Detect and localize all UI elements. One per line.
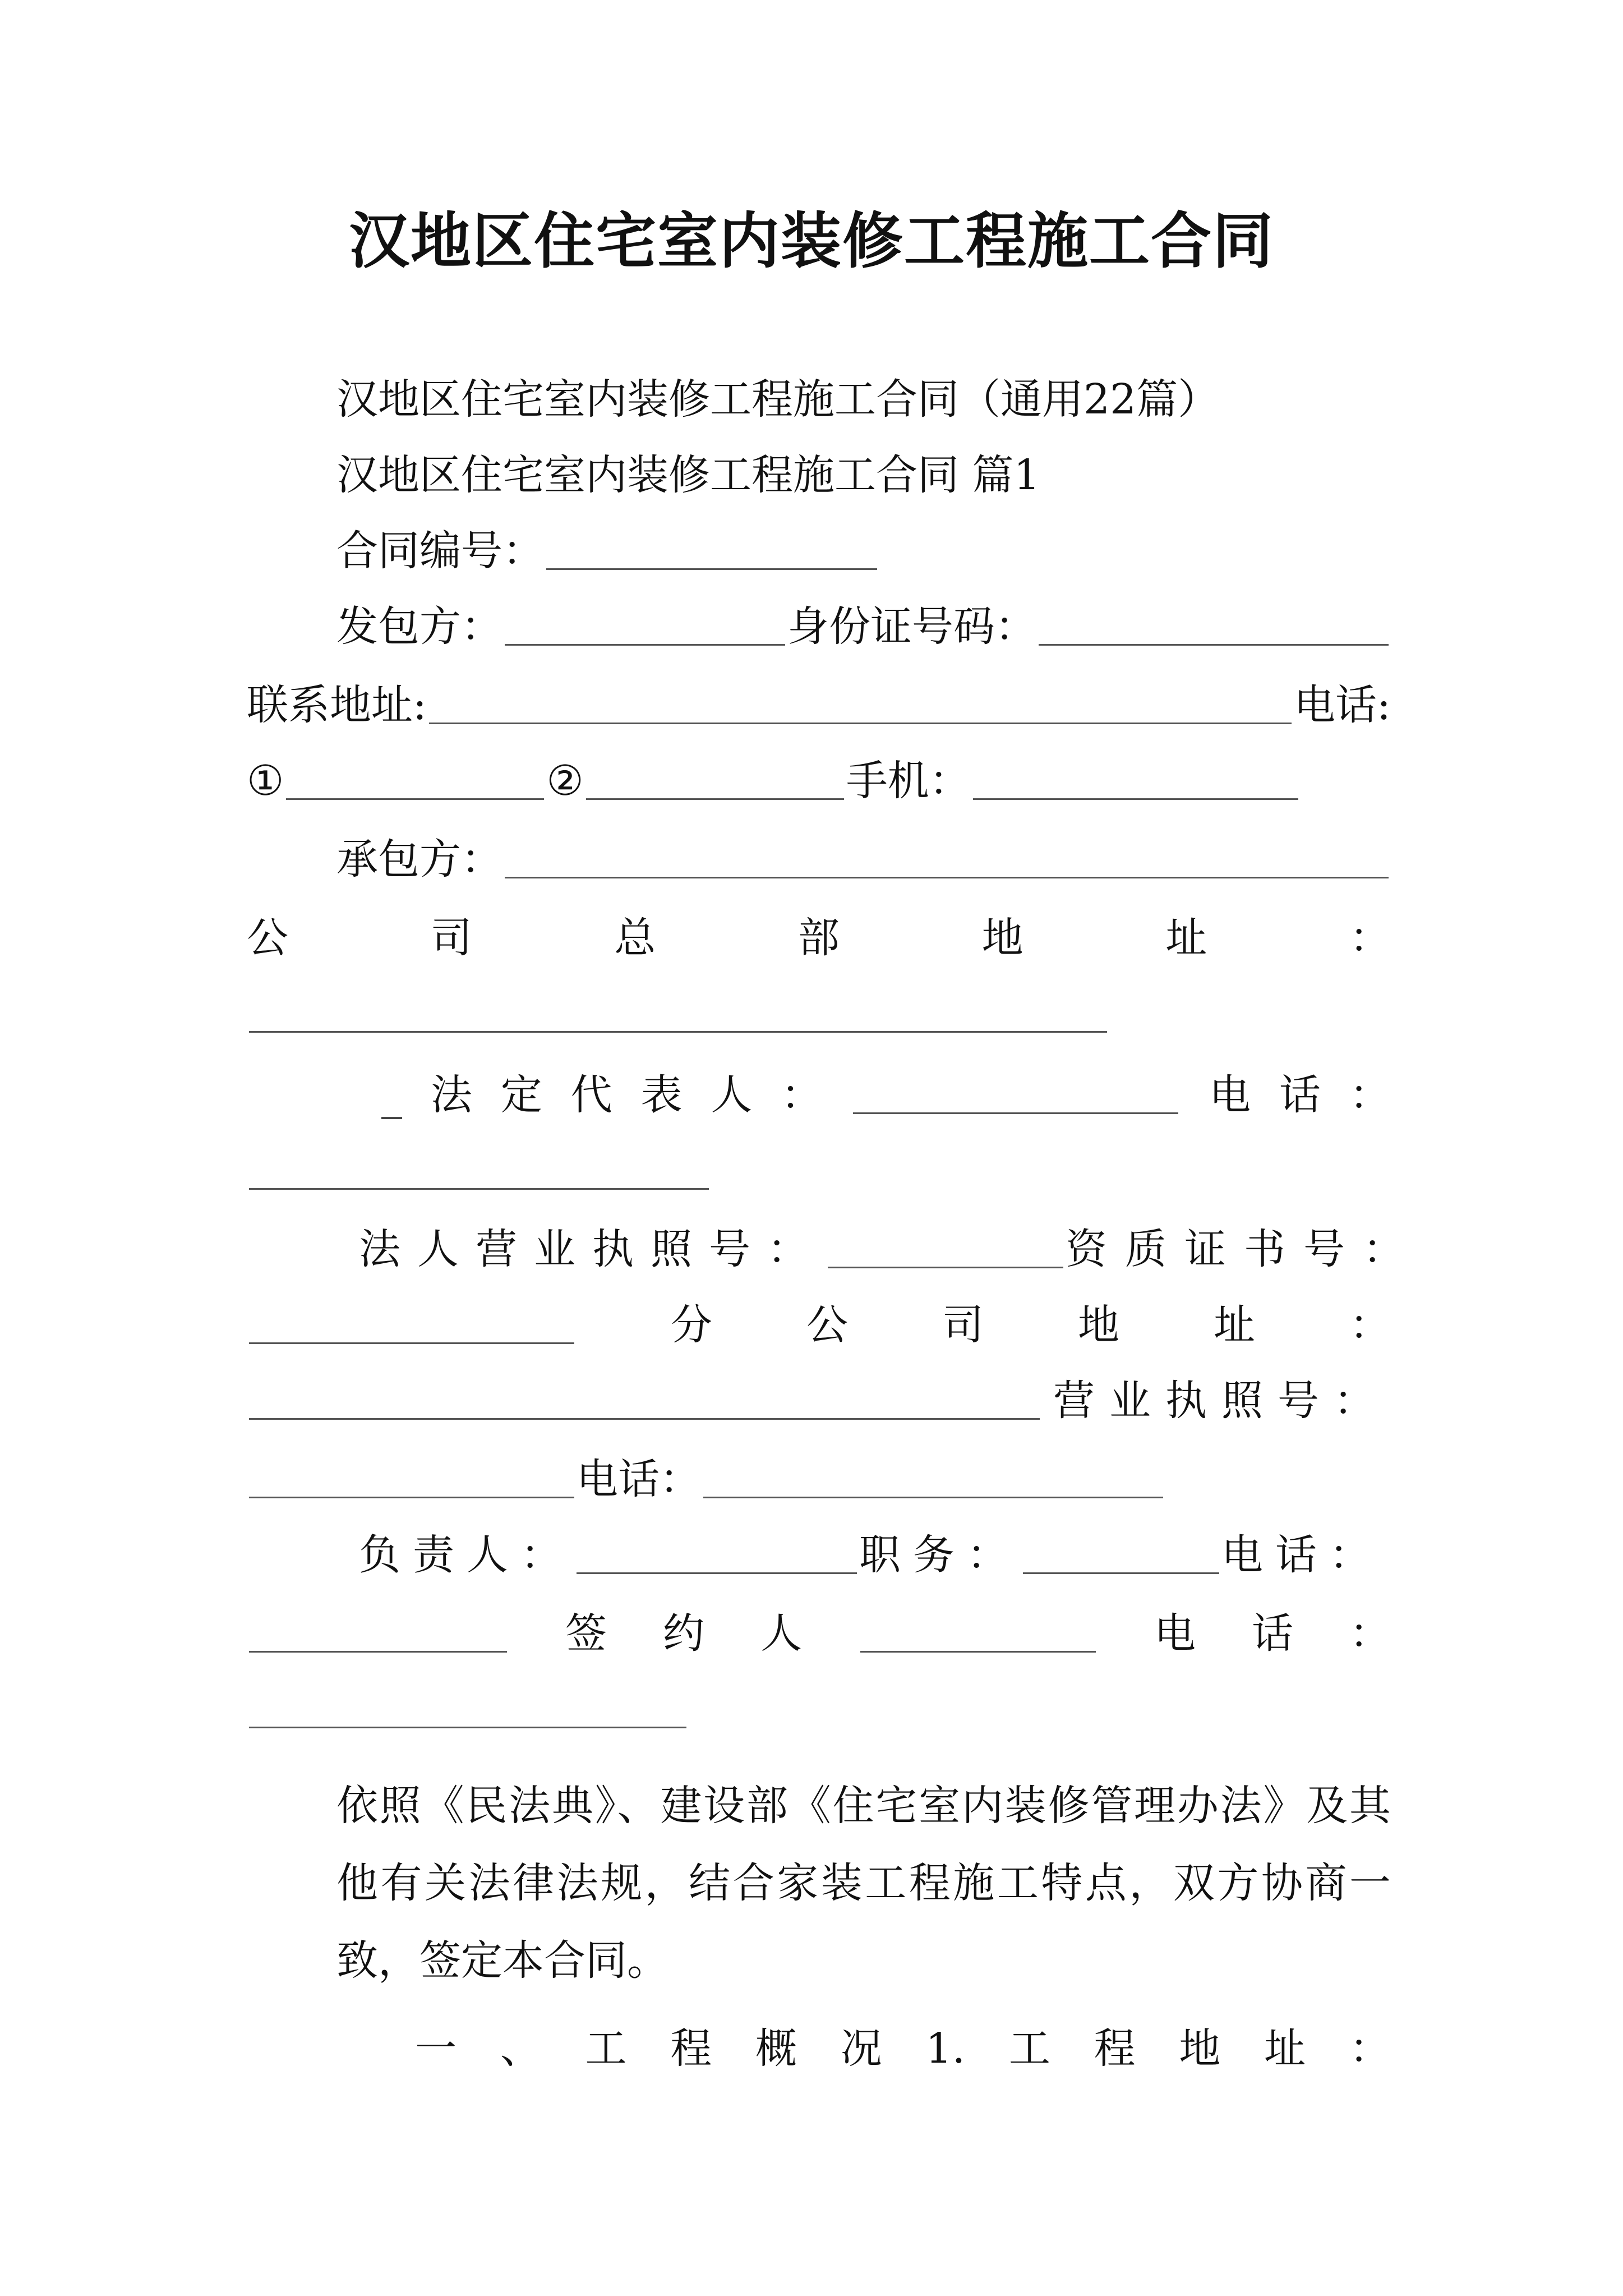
phone-2-mark: ② <box>546 757 584 805</box>
section-title: 汉地区住宅室内装修工程施工合同 篇1 <box>336 451 1040 499</box>
manager-blank <box>577 1533 857 1574</box>
party-b-label: 承包方： <box>336 835 502 884</box>
branch-license-blank <box>249 1457 574 1498</box>
position-label: 职务： <box>859 1531 1021 1579</box>
position-blank <box>1023 1533 1219 1574</box>
section-one-row: 一 、 工 程 概 况 1. 工 程 地 址 ： <box>415 2024 1391 2073</box>
signer-row: 签 约 人 电 话 ： <box>247 1599 1391 1660</box>
mobile-label: 手机： <box>846 757 971 805</box>
party-a-id-label: 身份证号码： <box>787 602 1036 651</box>
signer-phone-blank-row <box>247 1674 1391 1736</box>
party-a-name-blank <box>505 605 785 646</box>
party-a-address-row <box>247 670 1391 732</box>
contract-number-row <box>336 516 1391 578</box>
phone-1-mark: ① <box>247 757 284 805</box>
hq-address-label-row: 公 司 总 部 地 址 ： <box>247 914 1391 962</box>
legal-rep-phone-blank <box>249 1149 709 1190</box>
party-a-address-blank <box>429 683 1292 724</box>
branch-phone-row <box>247 1444 1391 1506</box>
contract-number-blank <box>546 529 877 570</box>
qualification-blank <box>249 1303 574 1344</box>
party-a-phones-row <box>247 746 1391 808</box>
hq-address-blank-row <box>247 979 1391 1041</box>
branch-license-label: 营业执照号： <box>1053 1377 1390 1425</box>
contract-number-label: 合同编号： <box>336 527 544 575</box>
party-a-id-blank <box>1039 605 1389 646</box>
qualification-label: 资质证书号： <box>1066 1225 1422 1273</box>
manager-label: 负责人： <box>359 1531 574 1579</box>
manager-phone-blank <box>249 1612 507 1653</box>
underscore-mark: _ <box>381 1071 402 1119</box>
party-b-row <box>336 825 1391 886</box>
legal-rep-phone-blank-row <box>247 1136 1391 1198</box>
legal-rep-blank <box>853 1073 1178 1114</box>
party-b-name-blank <box>505 838 1389 878</box>
license-row <box>359 1214 1422 1276</box>
branch-address-row: 分 公 司 地 址 ： <box>247 1290 1391 1352</box>
signer-phone-blank <box>249 1687 686 1728</box>
party-a-row <box>336 592 1391 654</box>
branch-license-row <box>247 1366 1391 1428</box>
phone-1-blank <box>286 759 544 800</box>
license-blank <box>828 1227 1063 1268</box>
party-a-address-label: 联系地址: <box>247 681 427 729</box>
party-a-phone-label: 电话: <box>1294 681 1391 729</box>
party-a-label: 发包方： <box>336 602 502 651</box>
document-title: 汉地区住宅室内装修工程施工合同 <box>348 206 1274 277</box>
mobile-blank <box>973 759 1298 800</box>
phone-2-blank <box>586 759 844 800</box>
branch-phone-label: 电话： <box>577 1455 701 1503</box>
preamble-paragraph: 依照《民法典》、建设部《住宅室内装修管理办法》及其他有关法律法规，结合家装工程施工特点，双方协商一致，签定本合同。 <box>336 1782 1391 1985</box>
legal-rep-row: _ 法 定 代 表 人 ： 电 话 ： <box>381 1060 1391 1122</box>
signer-blank <box>860 1612 1096 1653</box>
hq-address-blank <box>249 992 1107 1033</box>
branch-phone-blank <box>703 1457 1163 1498</box>
manager-phone-label: 电话： <box>1221 1531 1383 1579</box>
collection-title: 汉地区住宅室内装修工程施工合同（通用22篇） <box>336 375 1220 424</box>
manager-row <box>359 1520 1391 1582</box>
license-label: 法人营业执照号： <box>359 1225 826 1273</box>
branch-address-blank <box>249 1379 1040 1420</box>
